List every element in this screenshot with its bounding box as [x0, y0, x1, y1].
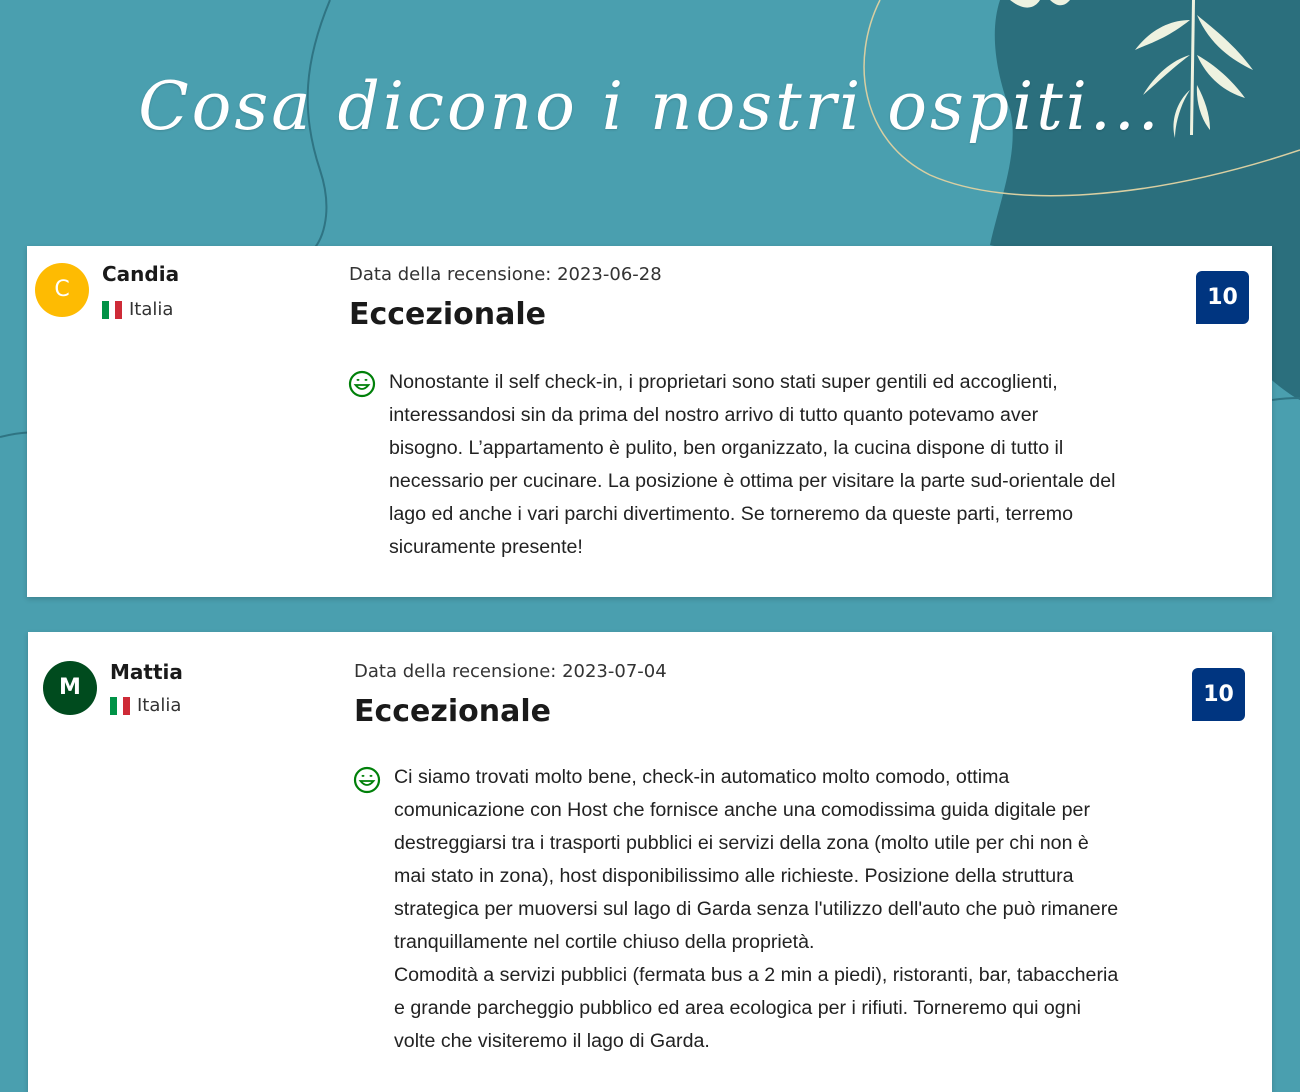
score-badge: 10: [1192, 668, 1245, 721]
review-headline: Eccezionale: [349, 297, 546, 332]
reviewer-name: Candia: [102, 262, 180, 286]
review-date: Data della recensione: 2023-06-28: [349, 264, 662, 285]
review-card: [27, 246, 1272, 597]
review-text: Nonostante il self check-in, i proprietari sono stati super gentili ed accoglienti, interessandosi sin da prima del nostro arrivo di tutto quanto potevamo aver bisogno. L’appartamento è pulito, ben organizzato, la cucina dispone di tutto il necessario per cucinare. La posizione è ottima per visitare la parte sud-orientale del lago ed anche i vari parchi divertimento. Se torneremo da queste parti, terremo sicuramente presente!: [389, 371, 1116, 558]
italy-flag-icon: [110, 697, 130, 715]
score-badge: 10: [1196, 271, 1249, 324]
review-date: Data della recensione: 2023-07-04: [354, 661, 667, 682]
avatar: C: [35, 263, 89, 317]
country-label: Italia: [137, 695, 182, 716]
page-title: Cosa dicono i nostri ospiti...: [138, 68, 1162, 145]
avatar: M: [43, 661, 97, 715]
reviewer-country: [110, 695, 181, 716]
reviewer-name: Mattia: [110, 660, 183, 684]
country-label: Italia: [129, 299, 174, 320]
reviewer-country: [102, 299, 173, 320]
smile-icon: [348, 370, 376, 398]
smile-icon: [353, 766, 381, 794]
review-headline: Eccezionale: [354, 694, 551, 729]
review-card: [28, 632, 1272, 1092]
review-text: Ci siamo trovati molto bene, check-in automatico molto comodo, ottima comunicazione con Host che fornisce anche una comodissima guida digitale per destreggiarsi tra i trasporti pubblici ei servizi della zona (molto utile per chi non è mai stato in zona), host disponibilissimo alle richieste. Posizione della struttura strategica per muoversi sul lago di Garda senza l'utilizzo dell'auto che può rimanere tranquillamente nel cortile chiuso della proprietà. Comodità a servizi pubblici (fermata bus a 2 min a piedi), ristoranti, bar, tabaccheria e grande parcheggio pubblico ed area ecologica per i rifiuti. Torneremo qui ogni volte che visiteremo il lago di Garda.: [394, 766, 1119, 1052]
italy-flag-icon: [102, 301, 122, 319]
